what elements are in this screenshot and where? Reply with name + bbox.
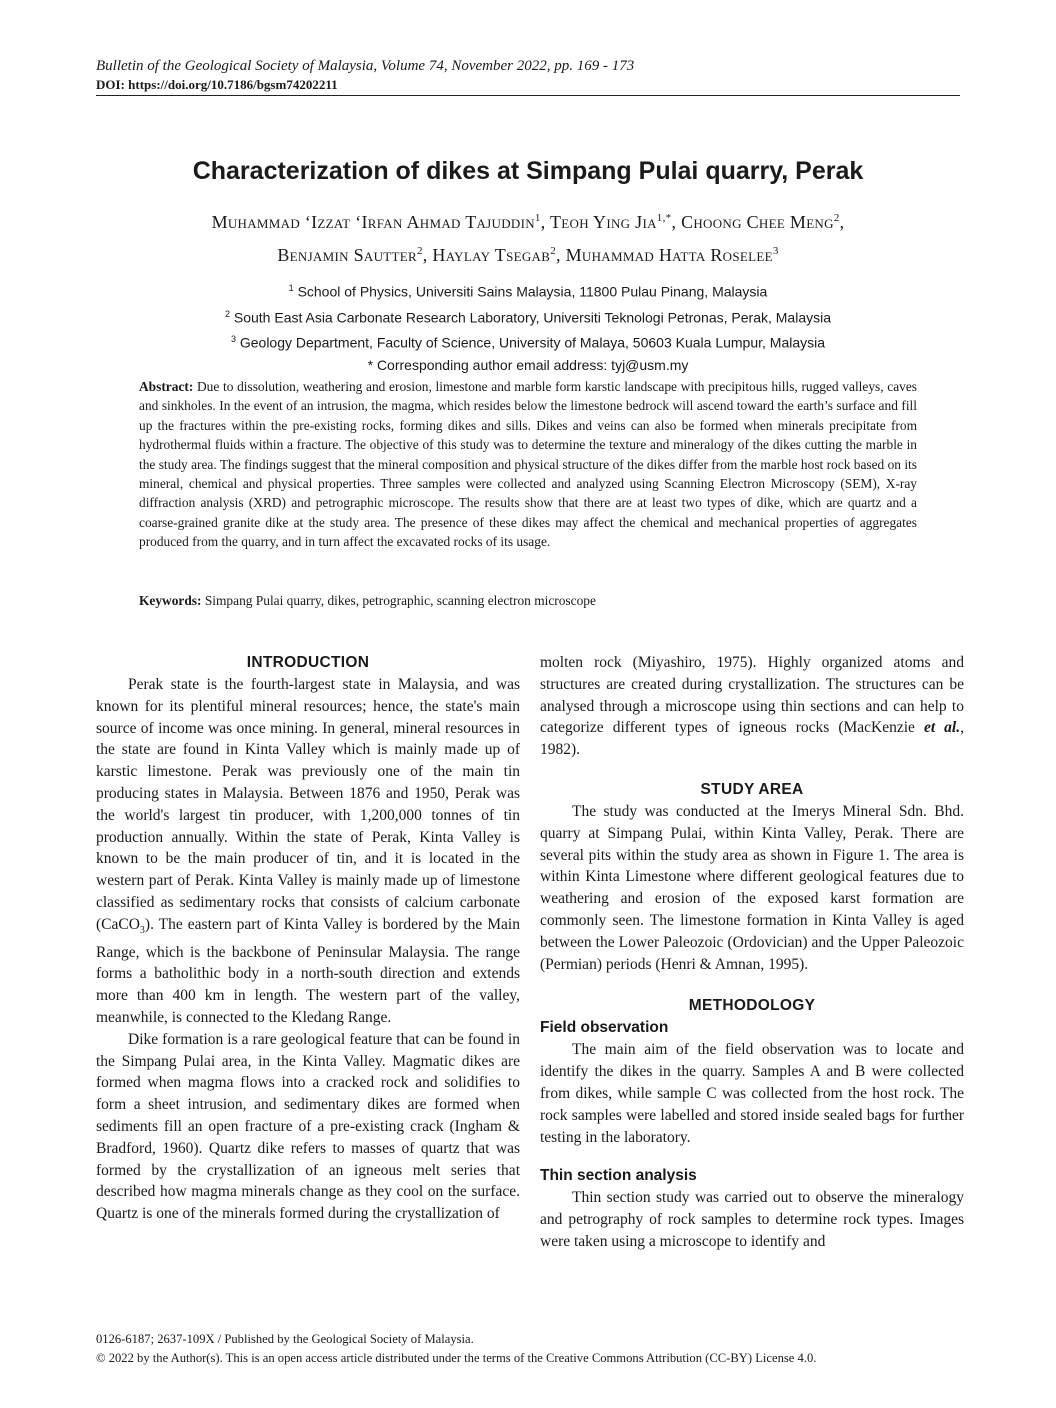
- body-paragraph: Thin section study was carried out to observe the mineralogy and petrography of rock samples to determine rock types. Images were taken using a microscope to identify and: [540, 1189, 964, 1250]
- keywords-label: Keywords:: [139, 593, 202, 608]
- paragraph-text: , 1982).: [540, 719, 964, 759]
- affiliation-text: School of Physics, Universiti Sains Malaysia, 11800 Pulau Pinang, Malaysia: [297, 283, 768, 300]
- affiliation-text: South East Asia Carbonate Research Laboratory, Universiti Teknologi Petronas, Perak, Malaysia: [233, 309, 832, 326]
- header-divider: [96, 95, 960, 96]
- author-name: Benjamin Sautter: [277, 245, 417, 265]
- keywords-text: Simpang Pulai quarry, dikes, petrographic, scanning electron microscope: [204, 593, 596, 608]
- author-affiliation-mark: 2: [550, 245, 556, 257]
- abstract: [139, 377, 917, 552]
- subsection-heading-field-observation: Field observation: [540, 1019, 669, 1037]
- author-name: Haylay Tsegab: [432, 245, 551, 265]
- affiliation-item: [96, 328, 960, 354]
- author-name: Teoh Ying Jia: [550, 212, 657, 232]
- paper-title: Characterization of dikes at Simpang Pulai quarry, Perak: [192, 157, 864, 185]
- corresponding-email[interactable]: Corresponding author email address: tyj@usm.my: [376, 356, 689, 373]
- author-affiliation-mark: 2: [416, 245, 423, 257]
- journal-citation: Bulletin of the Geological Society of Malaysia, Volume 74, November 2022, pp. 169 - 173: [96, 58, 635, 74]
- author-affiliation-mark: 1: [534, 212, 541, 224]
- section-heading-introduction: INTRODUCTION: [246, 654, 370, 671]
- corresponding-author: [96, 354, 960, 376]
- affiliation-mark: *: [367, 356, 374, 373]
- keywords: [139, 591, 917, 610]
- author-name: Muhammad ‘Izzat ‘Irfan Ahmad Tajuddin: [211, 212, 535, 232]
- body-paragraph: [96, 674, 520, 1029]
- affiliation-item: [96, 303, 960, 329]
- abstract-label: Abstract:: [139, 379, 194, 394]
- et-al: et al.: [923, 719, 961, 737]
- affiliation-list: [96, 277, 960, 376]
- body-paragraph: [540, 652, 964, 761]
- author-affiliation-mark: 3: [772, 245, 779, 257]
- author-list: Muhammad ‘Izzat ‘Irfan Ahmad Tajuddin$^1$, Teoh Ying Jia$^{1,*}$, Choong Chee Meng$^2$, Benjamin Sautter$^2$, Haylay Tsegab$^2$, Muhammad Hatta Roselee$^3$: [211, 212, 845, 265]
- affiliation-mark: 2: [224, 308, 230, 319]
- doi-link[interactable]: DOI: https://doi.org/10.7186/bgsm74202211: [96, 77, 338, 92]
- author-affiliation-mark: 1,*: [656, 212, 672, 224]
- left-column: [96, 652, 520, 1225]
- paragraph-text: Perak state is the fourth-largest state in Malaysia, and was known for its plentiful mineral resources; hence, the state's main source of income was once mining. In general, mineral resources in the state are found in Kinta Valley which is mainly made up of karstic limestone. Perak was previously one of the main tin producing states in Malaysia. Between 1876 and 1950, Perak was the world's largest tin producer, with 1,200,000 tonnes of tin production annually. Within the state of Perak, Kinta Valley is known to be the main producer of tin, and it is located in the western part of Perak. Kinta Valley is mainly made up of limestone classified as sedimentary rocks that consists of calcium carbonate (CaCO: [96, 676, 520, 933]
- affiliation-mark: 1: [288, 283, 294, 293]
- body-paragraph: Dike formation is a rare geological feature that can be found in the Simpang Pulai area, in the Kinta Valley. Magmatic dikes are formed when magma flows into a cracked rock and solidifies to form a sheet intrusion, and sedimentary dikes are formed when sediments fill an open fracture of a pre-existing crack (Ingham & Bradford, 1960). Quartz dike refers to masses of quartz that was formed by the crystallization of an igneous melt series that described how magma minerals change as they cool on the surface. Quartz is one of the minerals formed during the crystallization of: [96, 1030, 520, 1223]
- section-heading-study-area: STUDY AREA: [700, 780, 804, 798]
- right-column: [540, 652, 964, 1253]
- body-paragraph: The main aim of the field observation was to locate and identify the dikes in the quarry. Samples A and B were collected from dikes, while sample C was collected from the host rock. The rock samples were labelled and stored inside sealed bags for further testing in the laboratory.: [540, 1041, 964, 1146]
- author-name: Muhammad Hatta Roselee: [565, 245, 773, 265]
- affiliation-text: Geology Department, Faculty of Science, University of Malaya, 50603 Kuala Lumpur, Malaysia: [239, 334, 826, 351]
- body-paragraph: The study was conducted at the Imerys Mineral Sdn. Bhd. quarry at Simpang Pulai, within Kinta Valley, Perak. There are several pits within the study area as shown in Figure 1. The area is within Kinta Limestone where different geological features due to weathering and erosion of the exposed karst formation are commonly seen. The limestone formation in Kinta Valley is aged between the Lower Paleozoic (Ordovician) and the Upper Paleozoic (Permian) periods (Henri & Amnan, 1995).: [540, 802, 964, 973]
- license-line: © 2022 by the Author(s). This is an open access article distributed under the terms of the Creative Commons Attribution (CC-BY) License 4.0.: [96, 1351, 817, 1365]
- affiliation-item: [96, 277, 960, 303]
- paragraph-text: ). The eastern part of Kinta Valley is bordered by the Main Range, which is the backbone of Peninsular Malaysia. The range forms a batholithic body in a north-south direction and extends more than 400 km in length. The western part of the valley, meanwhile, is connected to the Kledang Range.: [96, 915, 520, 1027]
- subsection-heading-thin-section: Thin section analysis: [540, 1167, 697, 1185]
- section-heading-methodology: METHODOLOGY: [688, 997, 816, 1015]
- paragraph-text: molten rock (Miyashiro, 1975). Highly organized atoms and structures are created during crystallization. The structures can be analysed through a microscope using thin sections and can help to categorize different types of igneous rocks (MacKenzie: [540, 654, 964, 737]
- affiliation-mark: 3: [230, 334, 236, 345]
- journal-header: [96, 56, 960, 94]
- author-affiliation-mark: 2: [833, 212, 840, 224]
- author-name: Choong Chee Meng: [681, 212, 834, 232]
- subscript: 3: [139, 924, 145, 936]
- page-footer: [96, 1330, 960, 1368]
- issn-line: 0126-6187; 2637-109X / Published by the Geological Society of Malaysia.: [96, 1332, 474, 1346]
- abstract-text: Due to dissolution, weathering and erosion, limestone and marble form karstic landscape with precipitous hills, rugged valleys, caves and sinkholes. In the event of an intrusion, the magma, which resides below the limestone bedrock will ascend toward the earth’s surface and fill up the fractures within the pre-existing rocks, forming dikes and sills. Dikes and veins can also be formed when minerals precipitate from hydrothermal fluids within a fracture. The objective of this study was to determine the texture and mineralogy of the dikes cutting the marble in the study area. The findings suggest that the mineral composition and physical structure of the dikes differ from the marble host rock based on its mineral, chemical and physical properties. Three samples were collected and analyzed using Scanning Electron Microscopy (SEM), X-ray diffraction analysis (XRD) and petrographic microscope. The results show that there are at least two types of dike, which are quartz and a coarse-grained granite dike at the study area. The presence of these dikes may affect the chemical and mechanical properties of aggregates produced from the quarry, and in turn affect the excavated rocks of its usage.: [139, 379, 917, 550]
